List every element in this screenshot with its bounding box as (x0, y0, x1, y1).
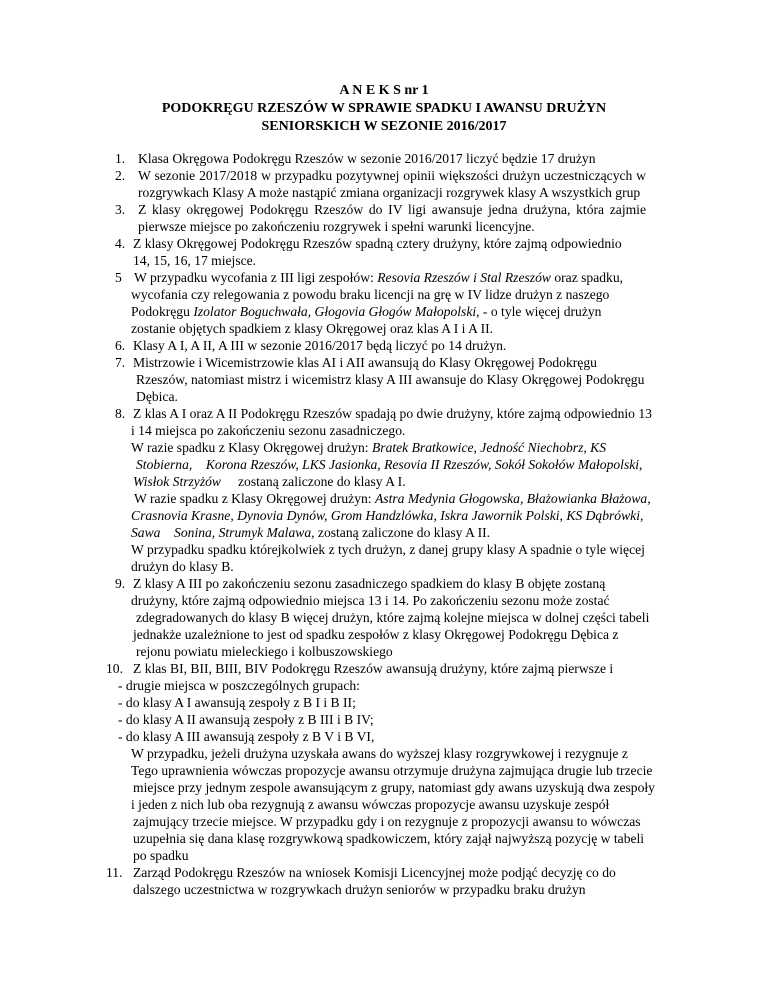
item-3-line-1: Z klasy okręgowej Podokręgu Rzeszów do IV ligi awansuje jedna drużyna, która zajmie (138, 202, 646, 217)
item-number: 6. (115, 338, 126, 353)
item-7-line-2: Rzeszów, natomiast mistrz i wicemistrz klasy A III awansuje do Klasy Okręgowej Podokręgu (136, 372, 645, 387)
item-5-line-4: zostanie objętych spadkiem z klasy Okręgowej oraz klas A I i A II. (131, 321, 494, 336)
item-4-line-1: Z klasy Okręgowej Podokręgu Rzeszów spadną cztery drużyny, które zajmą odpowiednio (133, 236, 622, 251)
item-8-line-9: W przypadku spadku którejkolwiek z tych drużyn, z danej grupy klasy A spadnie o tyle więcej (131, 542, 645, 557)
item-number: 5 (115, 270, 122, 285)
item-8-line-1: Z klas A I oraz A II Podokręgu Rzeszów spadają po dwie drużyny, które zajmą odpowiednio 13 (133, 406, 652, 421)
item-number: 3. (115, 202, 126, 217)
item-2-line-2: rozgrywkach Klasy A może nastąpić zmiana organizacji rozgrywek klasy A wszystkich grup (138, 185, 641, 200)
item-8-line-3: W razie spadku z Klasy Okręgowej drużyn: Bratek Bratkowice, Jedność Niechobrz, KS (131, 440, 607, 455)
item-10-line-7: Tego uprawnienia wówczas propozycje awansu otrzymuje drużyna zajmująca drugie lub trzecie (131, 763, 653, 778)
document-title: A N E K S nr 1 (339, 83, 429, 98)
item-10-line-4: - do klasy A II awansują zespoły z B III i B IV; (118, 712, 374, 727)
teams-list-italic: Bratek Bratkowice, Jedność Niechobrz, KS (371, 440, 607, 455)
item-number: 4. (115, 236, 126, 251)
item-11-line-2: dalszego uczestnictwa w rozgrywkach drużyn seniorów w przypadku braku drużyn (133, 882, 586, 897)
item-number: 8. (115, 406, 126, 421)
teams-list-italic: Resovia Rzeszów i Stal Rzeszów (377, 270, 551, 285)
document-subtitle-line-2: SENIORSKICH W SEZONIE 2016/2017 (261, 119, 507, 134)
item-9-line-4: jednakże uzależnione to jest od spadku zespołów z klasy Okręgowej Podokręgu Dębica z (133, 627, 619, 642)
item-10-line-3: - do klasy A I awansują zespoły z B I i B II; (118, 695, 356, 710)
item-5-line-3: Podokręgu Izolator Boguchwała, Głogovia Głogów Małopolski, - o tyle więcej drużyn (131, 304, 602, 319)
item-8-line-8: Sawa Sonina, Strumyk Malawa, zostaną zaliczone do klasy A II. (131, 525, 491, 540)
item-number: 9. (115, 576, 126, 591)
item-10-line-6: W przypadku, jeżeli drużyna uzyskała awans do wyższej klasy rozgrywkowej i rezygnuje z (131, 746, 628, 761)
item-9-line-2: drużyny, które zajmą odpowiednio miejsca 13 i 14. Po zakończeniu sezonu może zostać (131, 593, 610, 608)
item-10-line-1: Z klas BI, BII, BIII, BIV Podokręgu Rzeszów awansują drużyny, które zajmą pierwsze i (133, 661, 614, 676)
document-subtitle-line-1: PODOKRĘGU RZESZÓW W SPRAWIE SPADKU I AWANSU DRUŻYN (161, 101, 607, 116)
item-10-line-11: uzupełnia się dana klasę rozgrywkową spadkowiczem, który zajął najwyższą pozycję w tabeli (133, 831, 645, 846)
item-10-line-10: zajmujący trzecie miejsce. W przypadku gdy i on rezygnuje z propozycji awansu to wówczas (133, 814, 641, 829)
item-9-line-5: rejonu powiatu mieleckiego i kolbuszowskiego (136, 644, 393, 659)
teams-list-italic: Wisłok Strzyżów (133, 474, 221, 489)
item-2-line-1: W sezonie 2017/2018 w przypadku pozytywnej opinii większości drużyn uczestniczących w (138, 168, 646, 183)
item-8-line-4: Stobierna, Korona Rzeszów, LKS Jasionka, Resovia II Rzeszów, Sokół Sokołów Małopolski, (136, 457, 643, 472)
item-7-line-3: Dębica. (136, 389, 178, 404)
item-9-line-3: zdegradowanych do klasy B więcej drużyn, które zajmą kolejne miejsca w dolnej części tabeli (136, 610, 650, 625)
item-8-line-2: i 14 miejsca po zakończeniu sezonu zasadniczego. (131, 423, 406, 438)
item-10-line-12: po spadku (133, 848, 189, 863)
item-number: 10. (106, 661, 123, 676)
item-4-line-2: 14, 15, 16, 17 miejsce. (133, 253, 257, 268)
item-10-line-5: - do klasy A III awansują zespoły z B V i B VI, (118, 729, 375, 744)
item-5-line-2: wycofania czy relegowania z powodu braku licencji na grę w IV lidze drużyn z naszego (131, 287, 610, 302)
item-number: 11. (106, 865, 123, 880)
item-number: 1. (115, 151, 126, 166)
item-3-line-2: pierwsze miejsce po zakończeniu rozgrywek i spełni warunki licencyjne. (138, 219, 535, 234)
teams-list-italic: Izolator Boguchwała, Głogovia Głogów Małopolski, (193, 304, 480, 319)
item-8-line-7: Crasnovia Krasne, Dynovia Dynów, Grom Handzlówka, Iskra Jawornik Polski, KS Dąbrówki, (131, 508, 644, 523)
item-1-line: Klasa Okręgowa Podokręgu Rzeszów w sezonie 2016/2017 liczyć będzie 17 drużyn (138, 151, 596, 166)
item-8-line-6: W razie spadku z Klasy Okręgowej drużyn: Astra Medynia Głogowska, Błażowianka Błażowa, (134, 491, 651, 506)
item-8-line-5: Wisłok Strzyżów zostaną zaliczone do klasy A I. (133, 474, 406, 489)
item-11-line-1: Zarząd Podokręgu Rzeszów na wniosek Komisji Licencyjnej może podjąć decyzję co do (133, 865, 616, 880)
item-8-line-10: drużyn do klasy B. (131, 559, 234, 574)
teams-list-italic: Sawa Sonina, Strumyk Malawa, (131, 525, 315, 540)
item-number: 2. (115, 168, 126, 183)
item-7-line-1: Mistrzowie i Wicemistrzowie klas AI i AII awansują do Klasy Okręgowej Podokręgu (133, 355, 597, 370)
item-6-line: Klasy A I, A II, A III w sezonie 2016/2017 będą liczyć po 14 drużyn. (133, 338, 507, 353)
item-9-line-1: Z klasy A III po zakończeniu sezonu zasadniczego spadkiem do klasy B objęte zostaną (133, 576, 606, 591)
item-10-line-2: - drugie miejsca w poszczególnych grupach: (118, 678, 360, 693)
item-number: 7. (115, 355, 126, 370)
item-5-line-1: W przypadku wycofania z III ligi zespołów: Resovia Rzeszów i Stal Rzeszów oraz spadku, (134, 270, 624, 285)
item-10-line-9: i jeden z nich lub oba rezygnują z awansu wówczas propozycje awansu uzyskuje zespół (131, 797, 610, 812)
teams-list-italic: Astra Medynia Głogowska, Błażowianka Błażowa, (374, 491, 651, 506)
item-10-line-8: miejsce przy jednym zespole awansującym z grupy, natomiast gdy awans uzyskują dwa zespoły (133, 780, 655, 795)
